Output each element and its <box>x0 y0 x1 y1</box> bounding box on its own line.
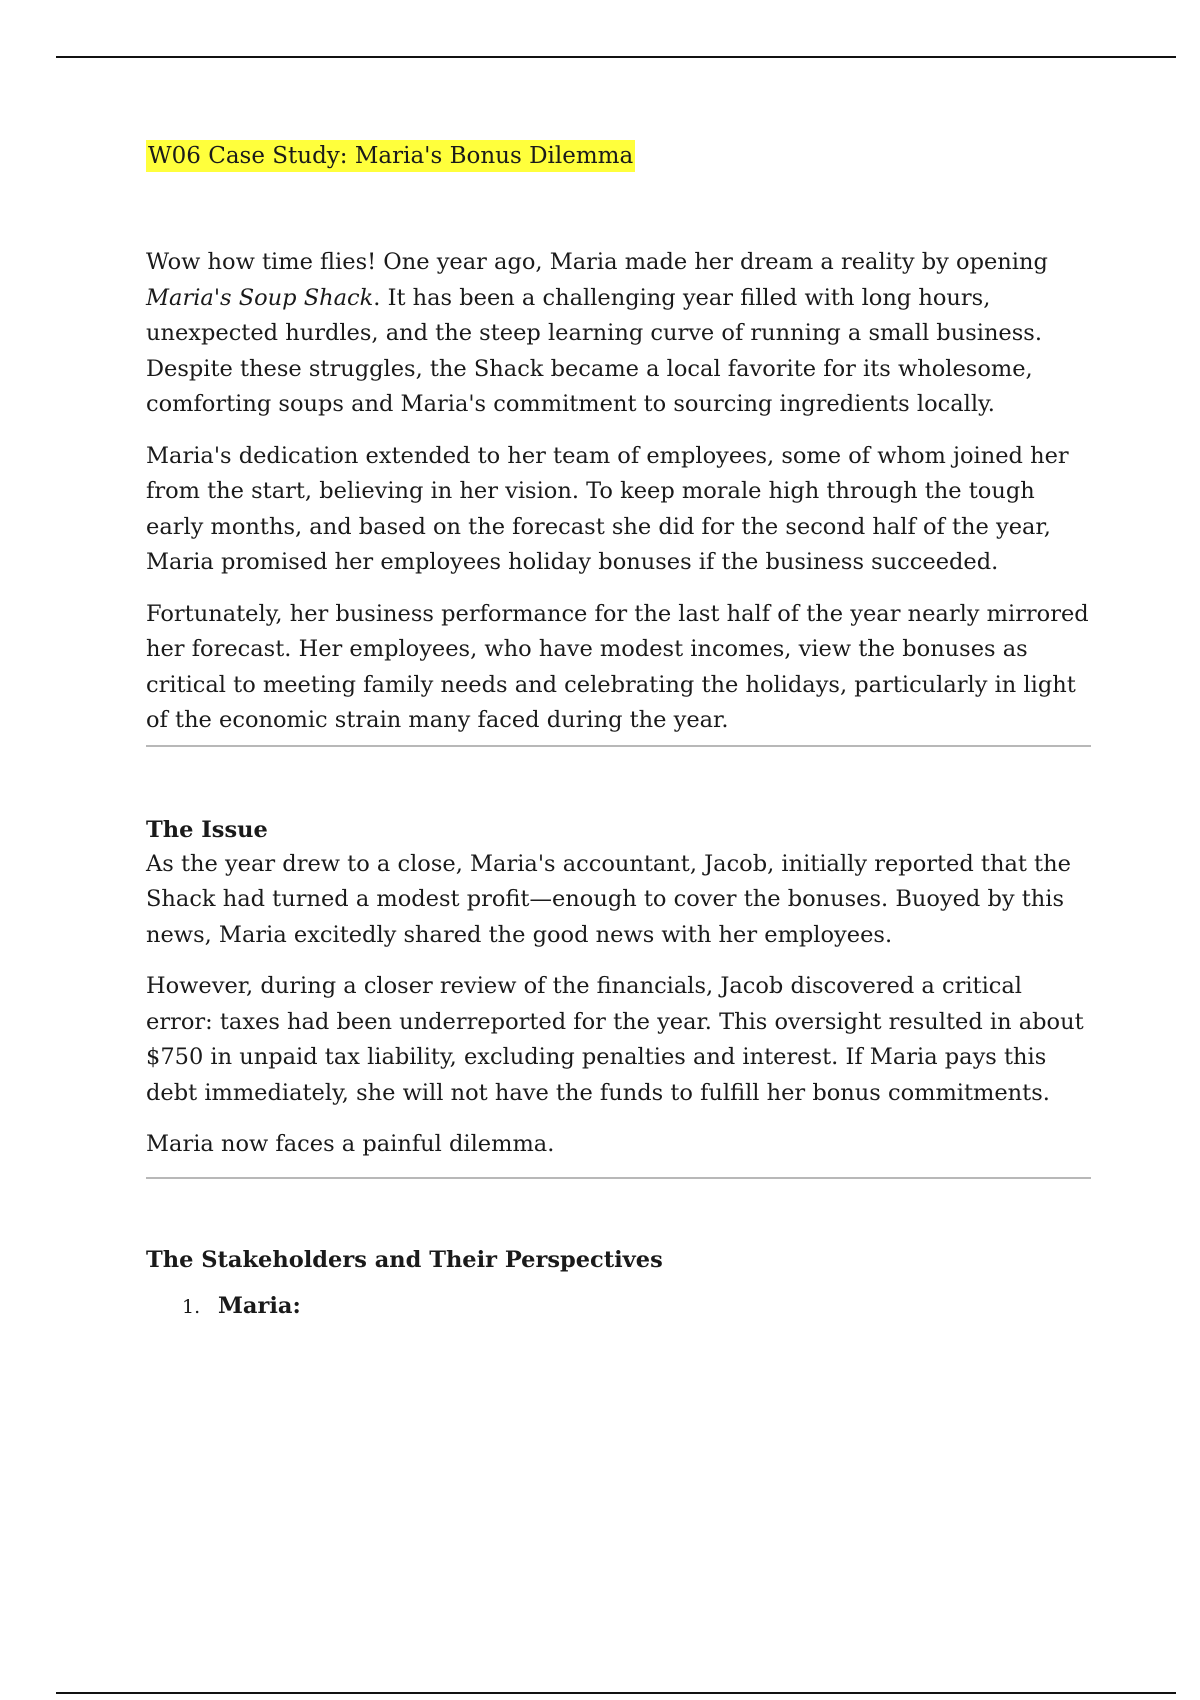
intro-paragraph-1 <box>146 245 1091 423</box>
list-item-label: Maria: <box>218 1292 301 1319</box>
issue-heading: The Issue <box>146 816 268 843</box>
business-name: Maria's Soup Shack <box>146 284 374 311</box>
stakeholders-list <box>146 1289 1091 1324</box>
intro-paragraph-2: Maria's dedication extended to her team of employees, some of whom joined her from the start, believing in her vision. To keep morale high through the tough early months, and based on the forecast she did for the second half of the year, Maria promised her employees holiday bonuses if the business succeeded. <box>146 442 1069 575</box>
list-item-number: 1. <box>182 1295 201 1318</box>
section-divider-2 <box>146 1177 1091 1179</box>
issue-paragraph-3: Maria now faces a painful dilemma. <box>146 1131 555 1157</box>
intro-paragraph-1-end: . It has been a challenging year filled with long hours, unexpected hurdles, and the steep learning curve of running a small business. Despite these struggles, the Shack became a local favorite for its wholesome, comforting soups and Maria's commitment to sourcing ingredients locally. <box>146 284 1042 417</box>
list-item <box>146 1289 1091 1324</box>
intro-paragraph-3: Fortunately, her business performance for the last half of the year nearly mirrored her forecast. Her employees, who have modest incomes, view the bonuses as critical to meeting family needs and celebrating the holidays, particularly in light of the economic strain many faced during the year. <box>146 600 1089 733</box>
section-divider-1 <box>146 745 1091 747</box>
issue-paragraph-2: However, during a closer review of the financials, Jacob discovered a critical error: taxes had been underreported for the year. This oversight resulted in about $750 in unpaid tax liability, excluding penalties and interest. If Maria pays this debt immediately, she will not have the funds to fulfill her bonus commitments. <box>146 973 1084 1106</box>
issue-paragraph-1: As the year drew to a close, Maria's accountant, Jacob, initially reported that the Shack had turned a modest profit—enough to cover the bonuses. Buoyed by this news, Maria excitedly shared the good news with her employees. <box>146 850 1071 948</box>
footer-rule <box>56 1692 1176 1694</box>
intro-paragraph-1-start: Wow how time flies! One year ago, Maria made her dream a reality by opening <box>146 249 1048 275</box>
document-body <box>146 140 1091 1324</box>
stakeholders-heading: The Stakeholders and Their Perspectives <box>146 1246 663 1273</box>
document-title: W06 Case Study: Maria's Bonus Dilemma <box>146 140 635 172</box>
header-rule <box>56 56 1176 58</box>
